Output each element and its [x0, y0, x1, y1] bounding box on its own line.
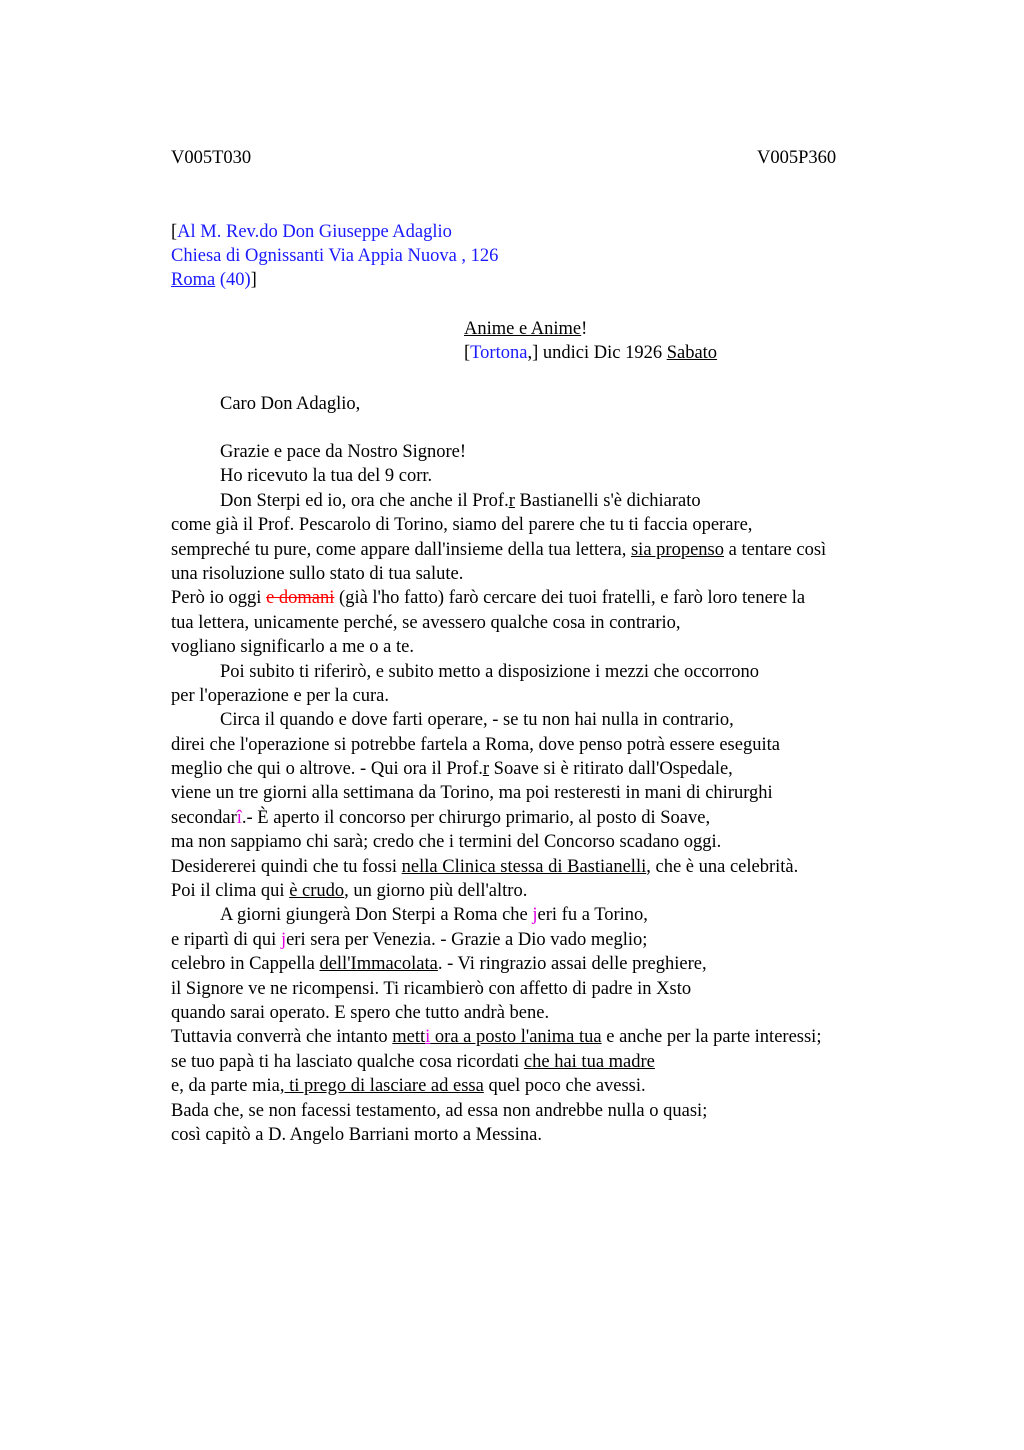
body-line: Bada che, se non facessi testamento, ad essa non andrebbe nulla o quasi; — [171, 1100, 708, 1121]
body-line: Ho ricevuto la tua del 9 corr. — [220, 466, 433, 487]
address-line-1: [Al M. Rev.do Don Giuseppe Adaglio — [171, 222, 452, 242]
dateline — [464, 317, 717, 365]
address-block — [171, 220, 498, 292]
body-line: per l'operazione e per la cura. — [171, 685, 390, 706]
body-line: viene un tre giorni alla settimana da Torino, ma poi resteresti in mani di chirurghi — [171, 783, 773, 804]
body-line: tua lettera, unicamente perché, se avessero qualche cosa in contrario, — [171, 612, 681, 633]
address-line-3: Roma (40)] — [171, 270, 257, 290]
body-line: e, da parte mia, ti prego di lasciare ad essa quel poco che avessi. — [171, 1076, 646, 1097]
greeting: Caro Don Adaglio, — [220, 394, 361, 414]
body-line: Don Sterpi ed io, ora che anche il Prof.r Bastianelli s'è dichiarato — [220, 490, 701, 511]
address-city: Roma — [171, 270, 216, 290]
doc-code-right: V005P360 — [757, 148, 837, 168]
body-line: sempreché tu pure, come appare dall'insieme della tua lettera, sia propenso a tentare così — [171, 539, 827, 560]
body-line: una risoluzione sullo stato di tua salute. — [171, 563, 464, 584]
place-date: [Tortona,] undici Dic 1926 Sabato — [464, 343, 718, 363]
body-line: Poi il clima qui è crudo, un giorno più dell'altro. — [171, 881, 528, 902]
deleted-text: e domani — [266, 588, 335, 609]
body-line: secondarî.- È aperto il concorso per chirurgo primario, al posto di Soave, — [171, 807, 711, 828]
body-line: Circa il quando e dove farti operare, - se tu non hai nulla in contrario, — [220, 710, 734, 731]
body-line: A giorni giungerà Don Sterpi a Roma che jeri fu a Torino, — [220, 905, 648, 926]
body-line: così capitò a D. Angelo Barriani morto a Messina. — [171, 1124, 542, 1145]
letter-body — [171, 440, 931, 1147]
motto: Anime e Anime! — [464, 319, 588, 339]
body-line: Poi subito ti riferirò, e subito metto a disposizione i mezzi che occorrono — [220, 661, 759, 682]
body-line: vogliano significarlo a me o a te. — [171, 637, 414, 658]
body-line: il Signore ve ne ricompensi. Ti ricambierò con affetto di padre in Xsto — [171, 978, 692, 999]
body-line: Grazie e pace da Nostro Signore! — [220, 442, 467, 462]
doc-code-left: V005T030 — [171, 148, 252, 168]
body-line: ma non sappiamo chi sarà; credo che i termini del Concorso scadano oggi. — [171, 832, 722, 853]
body-line: direi che l'operazione si potrebbe fartela a Roma, dove penso potrà essere eseguita — [171, 734, 780, 755]
address-line-2: Chiesa di Ognissanti Via Appia Nuova , 126 — [171, 246, 499, 266]
body-line: e ripartì di qui jeri sera per Venezia. - Grazie a Dio vado meglio; — [171, 929, 648, 950]
body-line: come già il Prof. Pescarolo di Torino, siamo del parere che tu ti faccia operare, — [171, 515, 753, 536]
body-line: Desidererei quindi che tu fossi nella Clinica stessa di Bastianelli, che è una celebrità. — [171, 856, 799, 877]
body-line: se tuo papà ti ha lasciato qualche cosa ricordati che hai tua madre — [171, 1051, 655, 1072]
body-line: meglio che qui o altrove. - Qui ora il Prof.r Soave si è ritirato dall'Ospedale, — [171, 759, 733, 780]
body-line: Tuttavia converrà che intanto metti ora a posto l'anima tua e anche per la parte interessi; — [171, 1027, 822, 1048]
body-line: Però io oggi e domani (già l'ho fatto) farò cercare dei tuoi fratelli, e farò loro tenere la — [171, 588, 806, 609]
body-line: celebro in Cappella dell'Immacolata. - Vi ringrazio assai delle preghiere, — [171, 954, 707, 975]
body-line: quando sarai operato. E spero che tutto andrà bene. — [171, 1002, 550, 1023]
